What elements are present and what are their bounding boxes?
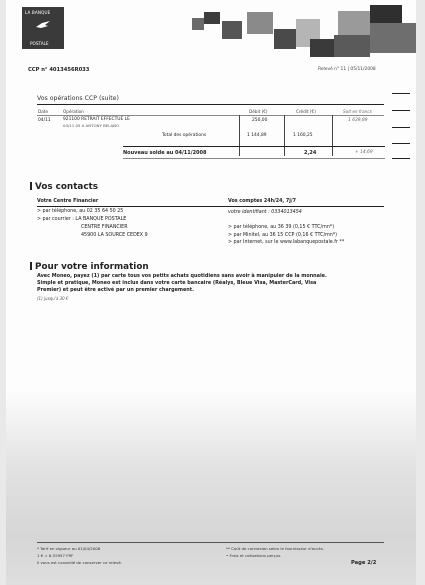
solde-rule [123, 146, 385, 147]
row-date: 04/11 [38, 118, 51, 123]
ccp-number: CCP n° 4013456R033 [28, 67, 90, 73]
fold-mark [392, 143, 410, 144]
heading-bar [30, 262, 32, 270]
fold-mark [392, 110, 410, 111]
releve-number: Relevé n° 11 | 05/11/2008 [318, 67, 376, 72]
row-francs: 1 639,89 [348, 118, 368, 123]
centre-phone: > par téléphone, au 02 35 64 50 25 [37, 209, 124, 214]
logo-line1: LA BANQUE [25, 10, 51, 15]
col-credit: Crédit (€) [296, 109, 316, 114]
col-debit: Débit (€) [249, 109, 268, 114]
row-label-2: 04/11 05 A ANTONY BELANO [63, 123, 120, 128]
info-line-2: Simple et pratique, Moneo est inclus dans votre carte bancaire (Réalys, Bleue Visa, MasterCard, Visa [37, 280, 317, 286]
bird-logo-icon [36, 21, 50, 31]
debit-divider [239, 115, 240, 156]
credit-divider [284, 115, 285, 156]
col-francs: Soit en francs [343, 109, 372, 114]
centre-address-2: 45900 LA SOURCE CEDEX 9 [81, 233, 148, 238]
col-operation: Opération [63, 109, 84, 114]
solde-bottom-rule [123, 158, 385, 159]
footer-rule [37, 542, 384, 543]
heading-bar [30, 182, 32, 190]
contacts-heading [30, 182, 98, 192]
bank-logo [22, 7, 64, 49]
footer-conseil: Il vous est conseillé de conserver ce relevé. [37, 560, 123, 565]
contacts-rule [37, 206, 384, 207]
operations-title: Vos opérations CCP (suite) [37, 95, 119, 102]
info-line-3: Premier) et peut être activé par un premier chargement. [37, 287, 194, 293]
contacts-title: Vos contacts [35, 182, 98, 192]
info-heading [30, 262, 149, 272]
info-line-1: Avec Moneo, payez (1) par carte tous vos petits achats quotidiens sans avoir à manipuler de la monnaie. [37, 273, 327, 279]
centre-courrier: > par courrier : LA BANQUE POSTALE [37, 217, 127, 222]
centre-label: Votre Centre Financier [37, 199, 99, 204]
comptes-label: Vos comptes 24h/24, 7j/7 [228, 199, 296, 204]
row-debit: 250,00 [252, 118, 268, 123]
total-label: Total des opérations [162, 133, 207, 138]
fold-mark [392, 127, 410, 128]
solde-credit: 2,24 [304, 150, 317, 156]
fold-mark [392, 93, 410, 94]
info-title: Pour votre information [35, 262, 149, 272]
phone-36-39: > par téléphone, au 36 39 (0,15 € TTC/mn*) [228, 225, 335, 230]
footer-frais: • Frais et cotisations perçus. [226, 553, 282, 558]
minitel: > par Minitel, au 36 15 CCP (0,16 € TTC/mn*) [228, 233, 338, 238]
header-photo-mosaic [184, 5, 416, 61]
solde-francs: + 14,69 [355, 150, 373, 155]
footer-conversion: 1 € = 6,55957 FRF [37, 553, 74, 558]
francs-divider [332, 115, 333, 156]
row-label-1: 921100 RETRAIT EFFECTUE LE [63, 117, 130, 122]
solde-label: Nouveau solde au 04/11/2008 [123, 150, 207, 156]
statement-page [6, 0, 416, 585]
col-date: Date [38, 109, 49, 114]
footer-tarif: * Tarif en vigueur au 01/04/2008 [37, 546, 101, 551]
info-note: (1) jusqu'à 30 € [37, 296, 69, 301]
internet-link[interactable]: > par Internet, sur le www.labanquepostale.fr ** [228, 240, 345, 245]
footer-connexion: ** Coût de connexion selon le fournisseur d'accès. [226, 546, 324, 551]
logo-line2: POSTALE [30, 41, 49, 46]
centre-address-1: CENTRE FINANCIER [81, 225, 128, 230]
identifiant: votre identifiant : 0334013454 [228, 210, 302, 215]
page-number: Page 2/2 [351, 560, 377, 566]
total-credit: 1 160,25 [293, 133, 313, 138]
fold-mark [392, 158, 410, 159]
operations-rule [37, 104, 384, 105]
total-debit: 1 144,89 [247, 133, 267, 138]
